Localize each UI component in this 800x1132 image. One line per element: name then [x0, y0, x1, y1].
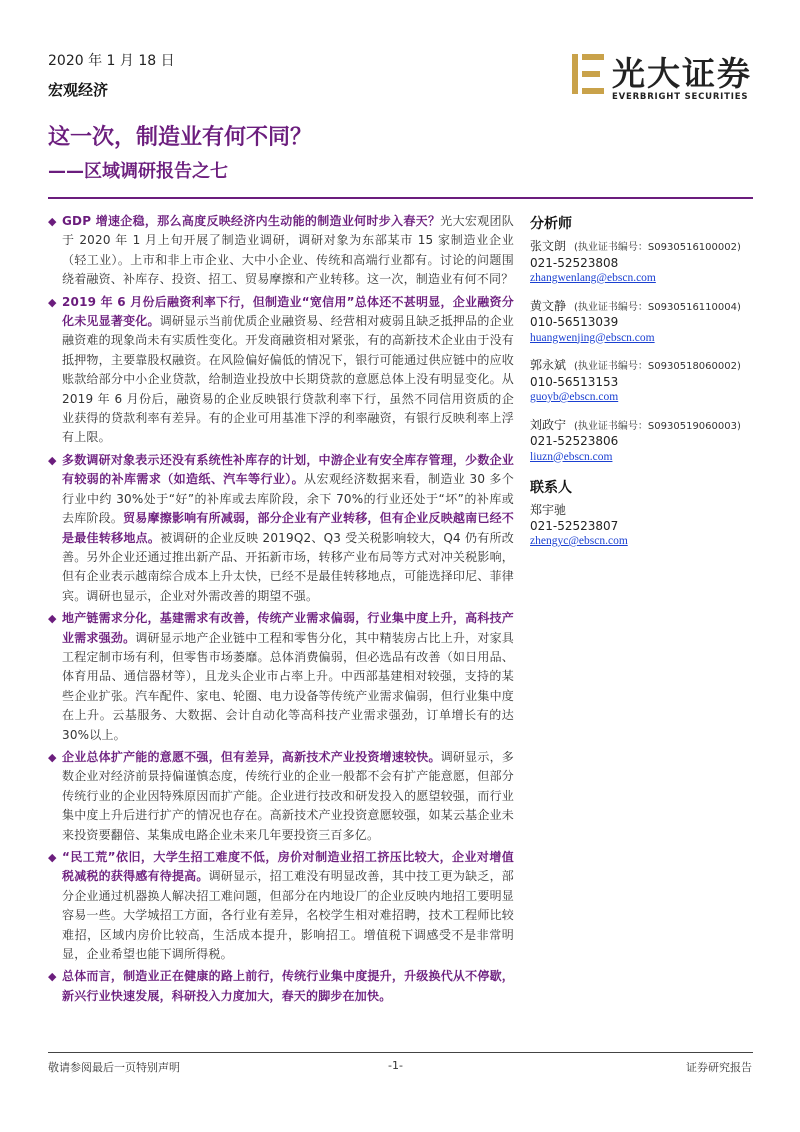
- analyst-cert: (执业证书编号：S0930519060003): [574, 420, 741, 432]
- analyst-email-link[interactable]: huangwenjing@ebscn.com: [530, 331, 655, 344]
- bullet-body: 调研显示，多数企业对经济前景持偏谨慎态度，传统行业的企业一般都不会有扩产能意愿，但部分传统行业的企业因特殊原因而扩产能。企业进行技改和研发投入的愿望较强，而行业集中度上升后进行扩产的情况也存在。高新技术产业投资意愿较强，如某云基企业未来投资要翻倍、某集成电路企业未来几年要投资三百多亿。: [62, 749, 515, 842]
- analyst-sidebar: [530, 213, 755, 562]
- analyst-email-link[interactable]: zhangwenlang@ebscn.com: [530, 272, 656, 284]
- bullet-point: [48, 609, 514, 745]
- contact-card: [530, 503, 755, 550]
- contact-phone: 021-52523807: [530, 518, 619, 533]
- diamond-bullet-icon: ◆: [48, 295, 57, 309]
- footer-divider: [48, 1052, 753, 1053]
- analyst-email-link[interactable]: liuzn@ebscn.com: [530, 450, 613, 463]
- diamond-bullet-icon: ◆: [48, 970, 57, 984]
- title-divider: [48, 197, 753, 199]
- analyst-phone: 010-56513039: [530, 315, 619, 329]
- logo-chinese-name: 光大证券: [612, 54, 752, 93]
- analyst-name: 张文朗: [530, 239, 567, 253]
- bullet-body-secondary: 被调研的企业反映 2019Q2、Q3 受关税影响较大，Q4 仍有所改善。另外企业还通过推出新产品、开拓新市场，转移产业布局等方式对冲关税影响，但有企业表示越南综合成本上升太快，已经不是最佳转移地点，可能选择印尼、菲律宾。调研也显示，企业对外需改善的期望不强。: [62, 530, 514, 603]
- bullet-highlight: 总体而言，制造业正在健康的路上前行，传统行业集中度提升，升级换代从不停歇，新兴行业快速发展，科研投入力度加大，春天的脚步在加快。: [62, 969, 514, 1003]
- analyst-cert: (执业证书编号：S0930516110004): [574, 301, 741, 313]
- contact-email-link[interactable]: zhengyc@ebscn.com: [530, 535, 628, 547]
- bullet-point: [48, 967, 514, 1006]
- analyst-name: 郭永斌: [530, 358, 567, 372]
- bullet-highlight: 2019 年 6 月份后融资利率下行，但制造业“宽信用”总体还不甚明显，企业融资分化未见显著变化。: [62, 294, 514, 329]
- report-date: 2020 年 1 月 18 日: [48, 53, 175, 69]
- bullet-highlight: 多数调研对象表示还没有系统性补库存的计划，中游企业有安全库存管理，少数企业有较弱的补库需求（如造纸、汽车等行业）。: [62, 452, 514, 487]
- analyst-name: 刘政宁: [530, 417, 567, 432]
- logo-english-name: EVERBRIGHT SECURITIES: [612, 92, 749, 102]
- bullet-body: 光大宏观团队于 2020 年 1 月上旬开展了制造业调研，调研对象为东部某市 15 家制造业企业（轻工业）。上市和非上市企业、大中小企业、传统和高端行业都有。讨论的问题围绕着融资、补库存、投资、招工、贸易摩擦和产业转移。这一次，制造业有何不同？: [62, 214, 514, 287]
- report-category: 宏观经济: [48, 81, 109, 99]
- bullet-point: [48, 212, 514, 290]
- bullet-body: 调研显示地产企业链中工程和零售分化，其中精装房占比上升，对家具工程定制市场有利，但零售市场萎靡。总体消费偏弱，但必选品有改善（如日用品、体育用品、通信器材等），且龙头企业市占率上升。中西部基建相对较强，支持的某些企业扩张。汽车配件、家电、轮圈、电力设备等传统产业需求偏弱，但行业集中度在上升。云基服务、大数据、会计自动化等高科技产业需求强劲，订单增长有的达 30%以上。: [62, 630, 515, 742]
- summary-bullets: [48, 212, 514, 1009]
- bullet-highlight-secondary: 贸易摩擦影响有所减弱，部分企业有产业转移，但有企业反映越南已经不是最佳转移地点。: [62, 511, 514, 545]
- analyst-phone: 021-52523806: [530, 434, 619, 448]
- analyst-card: [530, 358, 755, 406]
- contact-heading: 联系人: [530, 480, 572, 496]
- bullet-body: 调研显示，招工难没有明显改善，其中技工更为缺乏，部分企业通过机器换人解决招工难问题，但部分在内地设厂的企业反映内地招工要明显容易一些。大学城招工方面，各行业有差异，名校学生相对难招聘，技术工程师比较难招，区域内房价比较高，生活成本提升，影响招工。增值税下调感受不是非常明显，企业希望也能下调所得税。: [62, 869, 514, 962]
- bullet-point: [48, 293, 514, 448]
- analyst-card: [530, 299, 755, 347]
- analyst-phone: 010-56513153: [530, 374, 619, 389]
- diamond-bullet-icon: ◆: [48, 750, 57, 764]
- analysts-heading: 分析师: [530, 216, 572, 232]
- bullet-point: [48, 748, 514, 845]
- page-subtitle: ——区域调研报告之七: [48, 161, 228, 182]
- everbright-logo-icon: [570, 52, 606, 96]
- bullet-point: [48, 848, 514, 964]
- footer-report-type: 证券研究报告: [686, 1061, 752, 1074]
- diamond-bullet-icon: ◆: [48, 215, 57, 228]
- diamond-bullet-icon: ◆: [48, 612, 57, 626]
- page-title: 这一次，制造业有何不同？: [48, 125, 313, 150]
- page-number: -1-: [388, 1059, 403, 1072]
- analyst-email-link[interactable]: guoyb@ebscn.com: [530, 391, 619, 403]
- diamond-bullet-icon: ◆: [48, 453, 57, 467]
- analyst-cert: (执业证书编号：S0930518060002): [574, 361, 741, 372]
- bullet-highlight: 企业总体扩产能的意愿不强，但有差异，高新技术产业投资增速较快。: [62, 749, 441, 764]
- footer-disclaimer: 敬请参阅最后一页特别声明: [48, 1061, 180, 1074]
- analyst-cert: (执业证书编号：S0930516100002): [574, 242, 741, 253]
- diamond-bullet-icon: ◆: [48, 851, 57, 864]
- bullet-highlight: GDP 增速企稳，那么高度反映经济内生动能的制造业何时步入春天？: [62, 214, 441, 228]
- bullet-highlight: 地产链需求分化，基建需求有改善，传统产业需求偏弱，行业集中度上升，高科技产业需求强劲。: [62, 611, 514, 645]
- analyst-name: 黄文静: [530, 298, 567, 313]
- bullet-highlight: “民工荒”依旧，大学生招工难度不低，房价对制造业招工挤压比较大，企业对增值税减税的获得感有待提高。: [62, 850, 514, 884]
- contact-name: 郑宇驰: [530, 503, 567, 517]
- bullet-body: 调研显示当前优质企业融资易、经营相对疲弱且缺乏抵押品的企业融资难的现象尚未有实质性变化。开发商融资相对紧张，有的高新技术企业由于没有抵押物，主要靠股权融资。在风险偏好偏低的情况下，银行可能通过供应链中的应收账款给部分中小企业贷款，给制造业投放中长期贷款的意愿总体上没有明显变化。从 2019 年 6 月份后，融资易的企业反映银行贷款利率下行，虽然不同信用资质的企业获得的贷款利率有差异。有的企业可用基准下浮的利率融资，有银行反映利率上浮有上限。: [62, 314, 514, 445]
- bullet-body: 从宏观经济数据来看，制造业 30 多个行业中约 30%处于“好”的补库或去库阶段，余下 70%的行业还处于“坏”的补库或去库阶段。: [62, 472, 514, 526]
- bullet-point: [48, 451, 514, 606]
- analyst-card: [530, 418, 755, 466]
- company-logo: [570, 48, 760, 108]
- analyst-card: [530, 239, 755, 287]
- analyst-phone: 021-52523808: [530, 255, 619, 270]
